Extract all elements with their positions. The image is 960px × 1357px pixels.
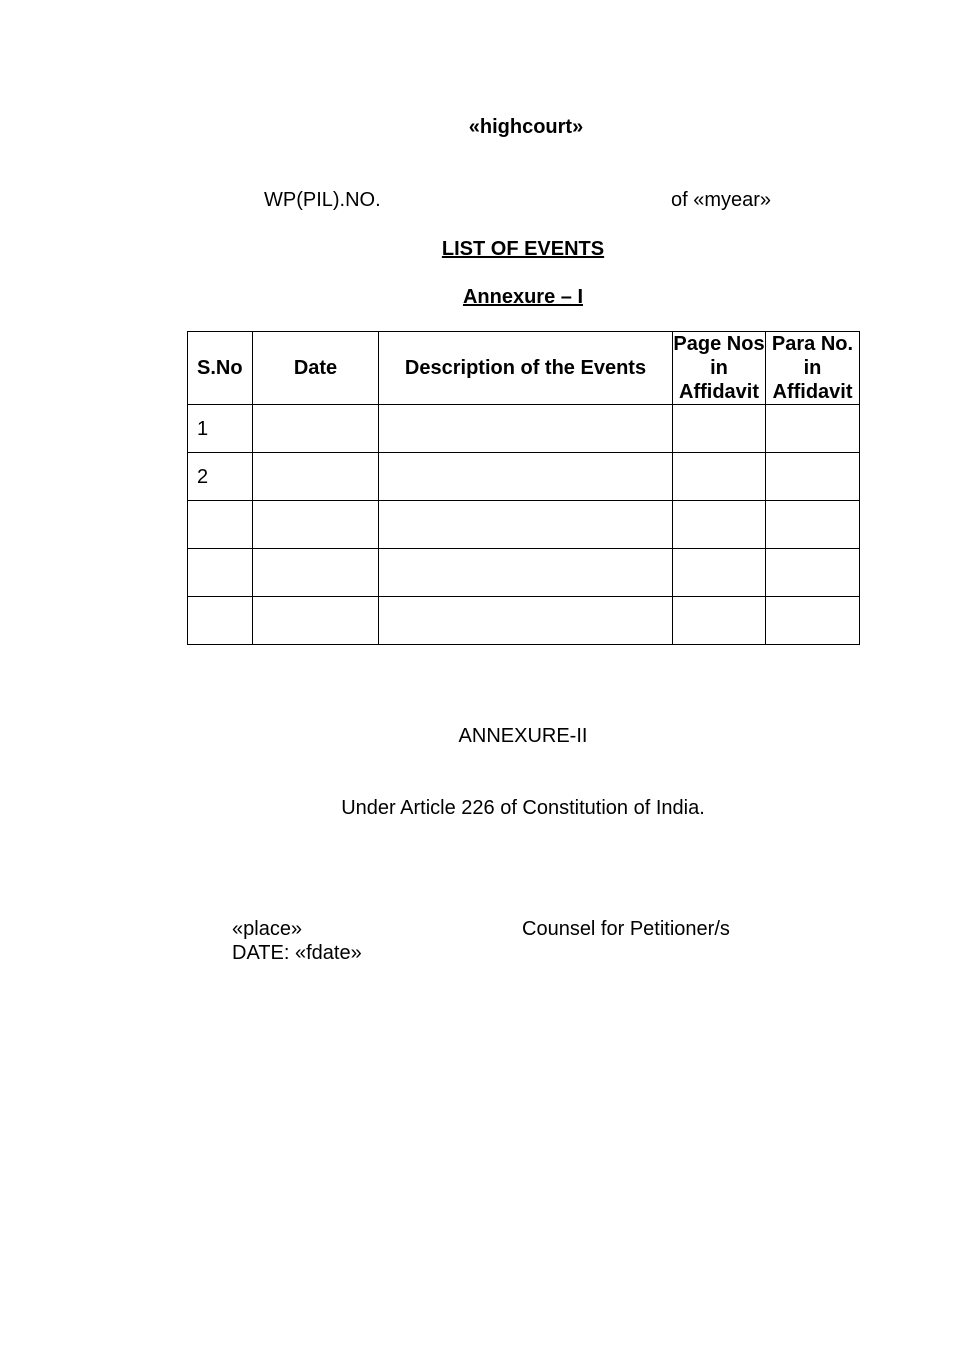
cell-para-no bbox=[766, 405, 860, 453]
case-year-label: of «myear» bbox=[671, 189, 772, 211]
table-row bbox=[188, 453, 860, 501]
cell-page-nos bbox=[673, 597, 766, 645]
cell-description bbox=[379, 501, 673, 549]
cell-description bbox=[379, 549, 673, 597]
table-row bbox=[188, 549, 860, 597]
date-placeholder: DATE: «fdate» bbox=[232, 942, 362, 964]
cell-description bbox=[379, 453, 673, 501]
cell-description bbox=[379, 405, 673, 453]
column-header-para-no: Para No. in Affidavit bbox=[766, 332, 860, 405]
cell-sno: 1 bbox=[188, 405, 253, 453]
cell-date bbox=[253, 453, 379, 501]
cell-page-nos bbox=[673, 453, 766, 501]
list-of-events-title: LIST OF EVENTS bbox=[441, 238, 605, 260]
case-number-label: WP(PIL).NO. bbox=[264, 189, 381, 211]
cell-para-no bbox=[766, 597, 860, 645]
cell-sno: 2 bbox=[188, 453, 253, 501]
cell-para-no bbox=[766, 453, 860, 501]
table-row bbox=[188, 501, 860, 549]
cell-page-nos bbox=[673, 501, 766, 549]
cell-description bbox=[379, 597, 673, 645]
column-header-sno: S.No bbox=[188, 332, 253, 405]
table-row bbox=[188, 597, 860, 645]
cell-date bbox=[253, 501, 379, 549]
column-header-description: Description of the Events bbox=[379, 332, 673, 405]
cell-date bbox=[253, 405, 379, 453]
cell-sno bbox=[188, 597, 253, 645]
annexure-two-title: ANNEXURE-II bbox=[458, 725, 588, 747]
cell-sno bbox=[188, 501, 253, 549]
column-header-page-nos: Page Nos in Affidavit bbox=[673, 333, 765, 403]
article-reference: Under Article 226 of Constitution of India. bbox=[341, 797, 705, 819]
cell-page-nos bbox=[673, 405, 766, 453]
court-title: «highcourt» bbox=[468, 116, 584, 138]
table-header-row bbox=[188, 332, 860, 405]
counsel-signature-label: Counsel for Petitioner/s bbox=[522, 918, 730, 940]
table-row bbox=[188, 405, 860, 453]
annexure-one-title: Annexure – I bbox=[462, 286, 584, 308]
column-header-date: Date bbox=[253, 332, 379, 405]
cell-para-no bbox=[766, 501, 860, 549]
cell-date bbox=[253, 597, 379, 645]
cell-page-nos bbox=[673, 549, 766, 597]
cell-date bbox=[253, 549, 379, 597]
place-placeholder: «place» bbox=[232, 918, 303, 940]
cell-para-no bbox=[766, 549, 860, 597]
events-table bbox=[187, 331, 860, 645]
cell-sno bbox=[188, 549, 253, 597]
